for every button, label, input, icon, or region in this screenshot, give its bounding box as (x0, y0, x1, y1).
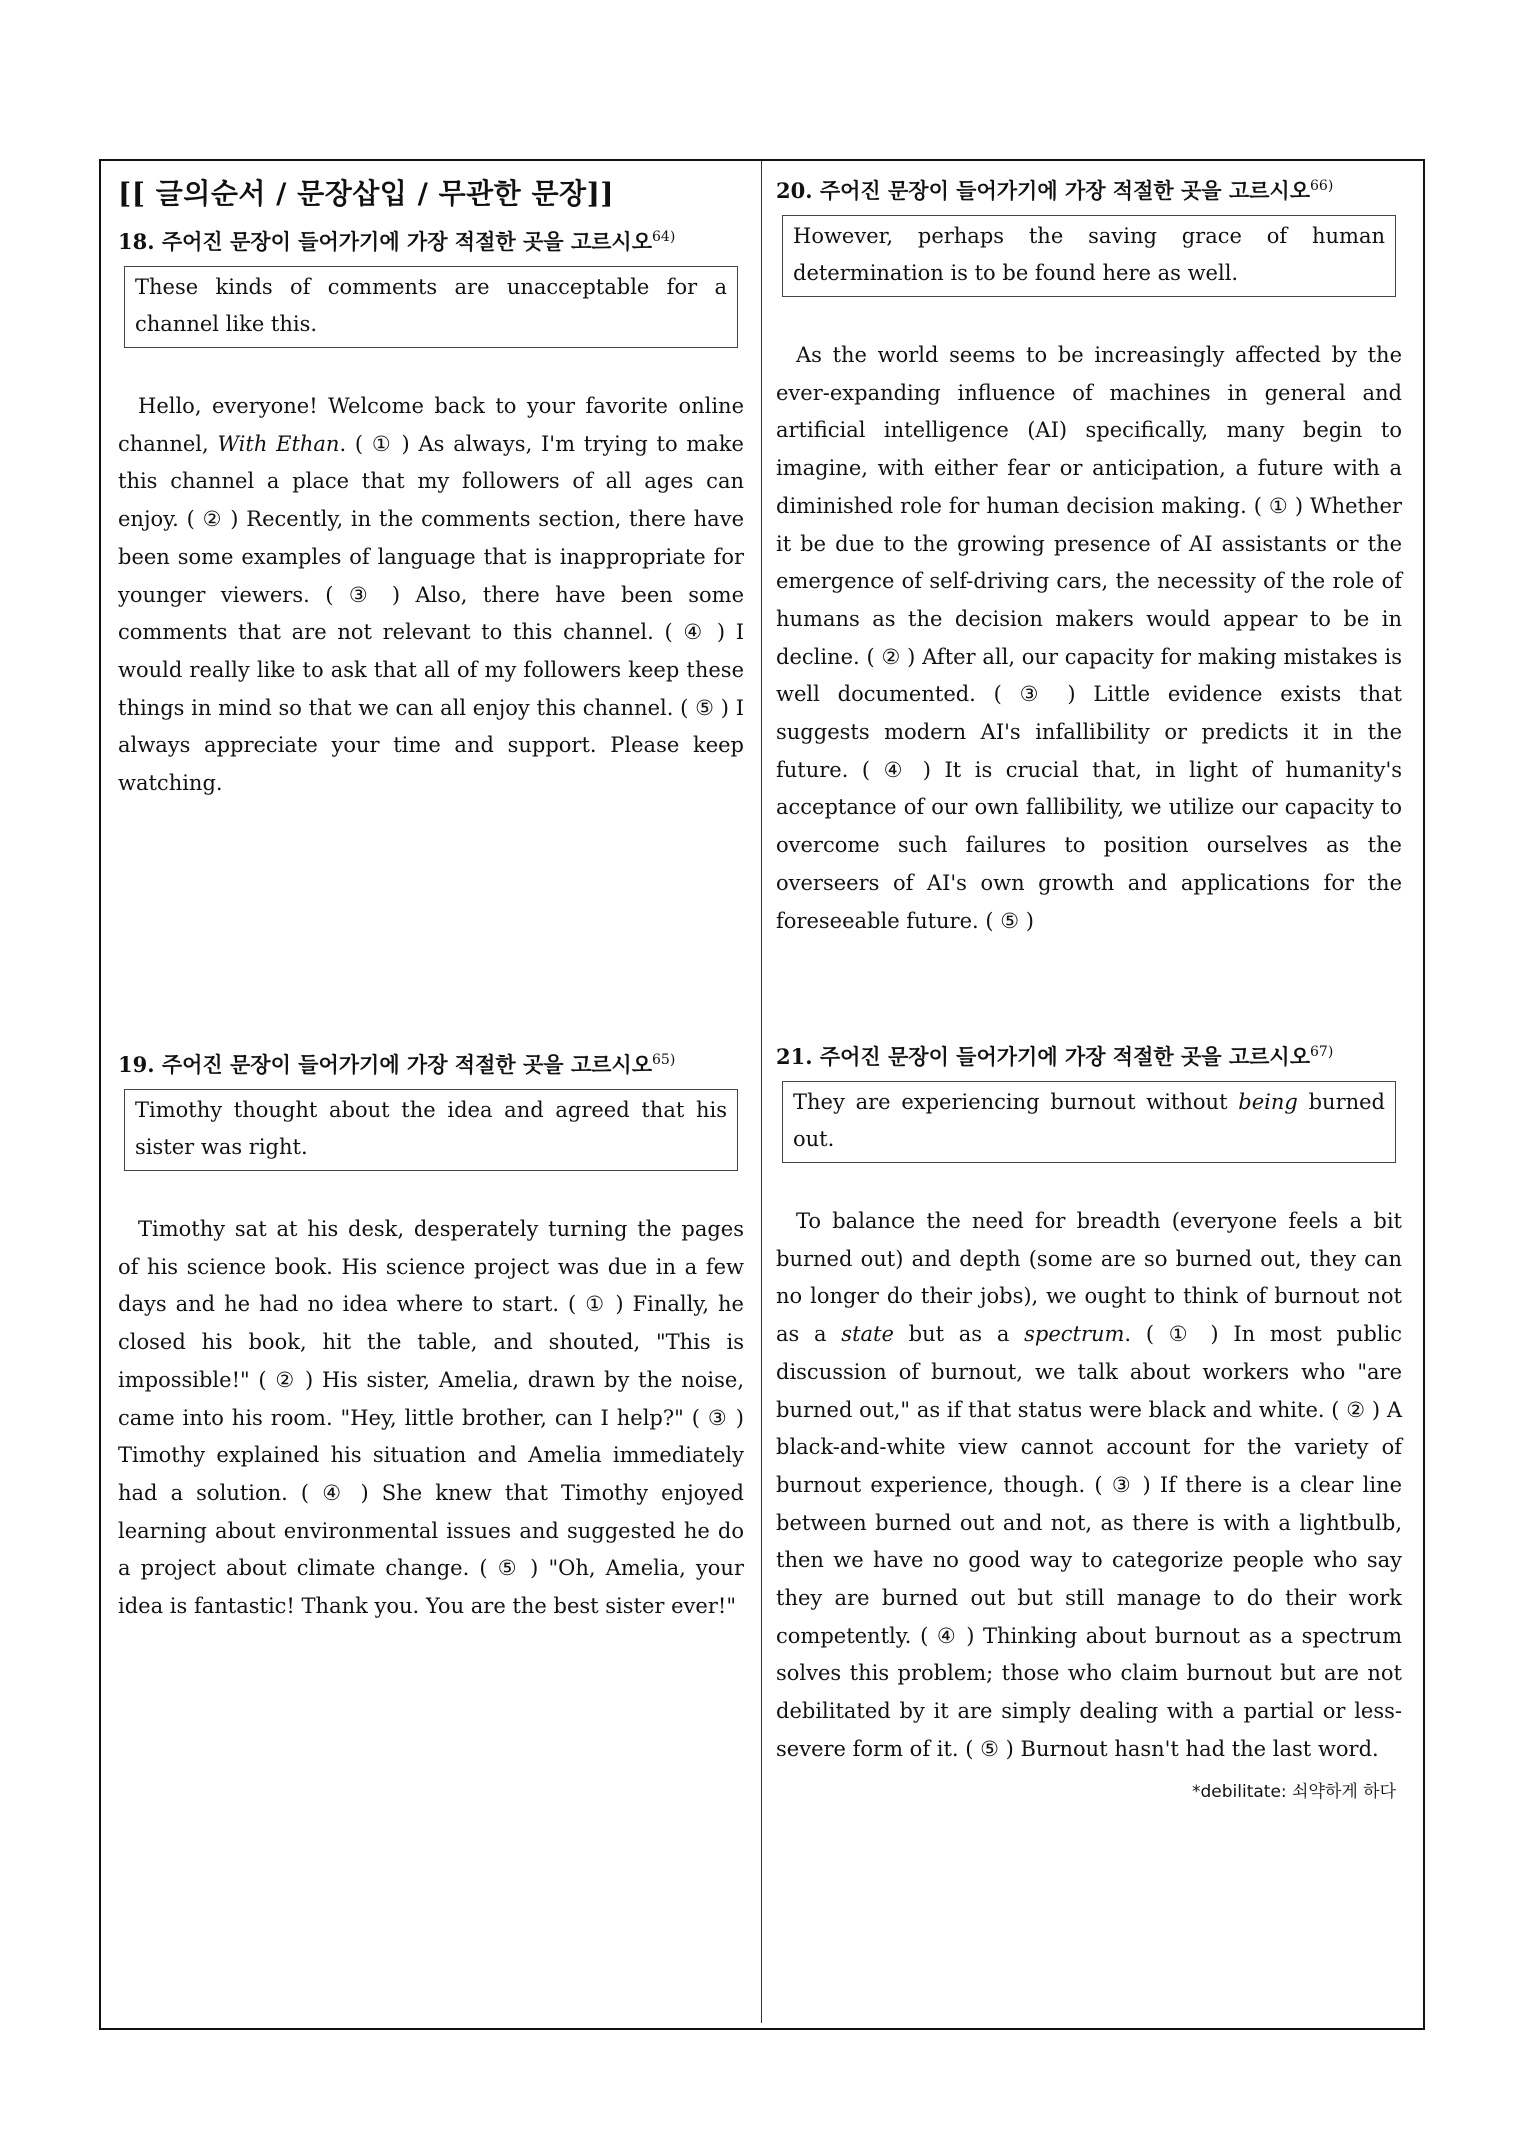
column-divider (761, 161, 762, 2023)
question-21 (776, 1041, 1402, 1802)
q18-passage: Hello, everyone! Welcome back to your favorite online channel, With Ethan. ( ① ) As always, I'm trying to make this channel a place that my followers of all ages can enjoy. ( ② ) Recently, in the comments section, there have been some examples of language that is inappropriate for younger viewers. ( ③ ) Also, there have been some comments that are not relevant to this channel. ( ④ ) I would really like to ask that all of my followers keep these things in mind so that we can all enjoy this channel. ( ⑤ ) I always appreciate your time and support. Please keep watching. (118, 394, 744, 796)
q21-given-sentence: They are experiencing burnout without being burned out. (782, 1081, 1396, 1163)
q20-heading: 20. 주어진 문장이 들어가기에 가장 적절한 곳을 고르시오$^{66)}$ (776, 178, 1334, 203)
question-20 (776, 175, 1402, 940)
q21-vocab-note: *debilitate: 쇠약하게 하다 (1192, 1781, 1396, 1802)
q21-passage: To balance the need for breadth (everyone feels a bit burned out) and depth (some are so burned out, they can no longer do their jobs), we ought to think of burnout not as a state but as a spectrum. ( ① ) In most public discussion of burnout, we talk about workers who "are burned out," as if that status were black and white. ( ② ) A black-and-white view cannot account for the variety of burnout experience, though. ( ③ ) If there is a clear line between burned out and not, as there is with a lightbulb, then we have no good way to categorize people who say they are burned out but still manage to do their work competently. ( ④ ) Thinking about burnout as a spectrum solves this problem; those who claim burnout but are not debilitated by it are simply dealing with a partial or less-severe form of it. ( ⑤ ) Burnout hasn't had the last word. (776, 1209, 1402, 1761)
q18-given-sentence: These kinds of comments are unacceptable for a channel like this. (124, 266, 738, 348)
q20-passage: As the world seems to be increasingly affected by the ever-expanding influence of machines in general and artificial intelligence (AI) specifically, many begin to imagine, with either fear or anticipation, a future with a diminished role for human decision making. ( ① ) Whether it be due to the growing presence of AI assistants or the emergence of self-driving cars, the necessity of the role of humans as the decision makers would appear to be in decline. ( ② ) After all, our capacity for making mistakes is well documented. ( ③ ) Little evidence exists that suggests modern AI's infallibility or predicts it in the future. ( ④ ) It is crucial that, in light of humanity's acceptance of our own fallibility, we utilize our capacity to overcome such failures to position ourselves as the overseers of AI's own growth and applications for the foreseeable future. ( ⑤ ) (776, 343, 1402, 933)
q20-given-sentence: However, perhaps the saving grace of human determination is to be found here as well. (782, 215, 1396, 297)
q19-given-sentence: Timothy thought about the idea and agreed that his sister was right. (124, 1089, 738, 1171)
q19-heading: 19. 주어진 문장이 들어가기에 가장 적절한 곳을 고르시오$^{65)}$ (118, 1052, 676, 1077)
q21-heading: 21. 주어진 문장이 들어가기에 가장 적절한 곳을 고르시오$^{67)}$ (776, 1044, 1334, 1069)
section-title: [[ 글의순서 / 문장삽입 / 무관한 문장]] (118, 177, 615, 210)
q19-passage: Timothy sat at his desk, desperately turning the pages of his science book. His science project was due in a few days and he had no idea where to start. ( ① ) Finally, he closed his book, hit the table, and shouted, "This is impossible!" ( ② ) His sister, Amelia, drawn by the noise, came into his room. "Hey, little brother, can I help?" ( ③ ) Timothy explained his situation and Amelia immediately had a solution. ( ④ ) She knew that Timothy enjoyed learning about environmental issues and suggested he do a project about climate change. ( ⑤ ) "Oh, Amelia, your idea is fantastic! Thank you. You are the best sister ever!" (118, 1217, 744, 1619)
question-18 (118, 172, 744, 803)
q18-heading: 18. 주어진 문장이 들어가기에 가장 적절한 곳을 고르시오$^{64)}$ (118, 229, 676, 254)
question-19 (118, 1049, 744, 1626)
